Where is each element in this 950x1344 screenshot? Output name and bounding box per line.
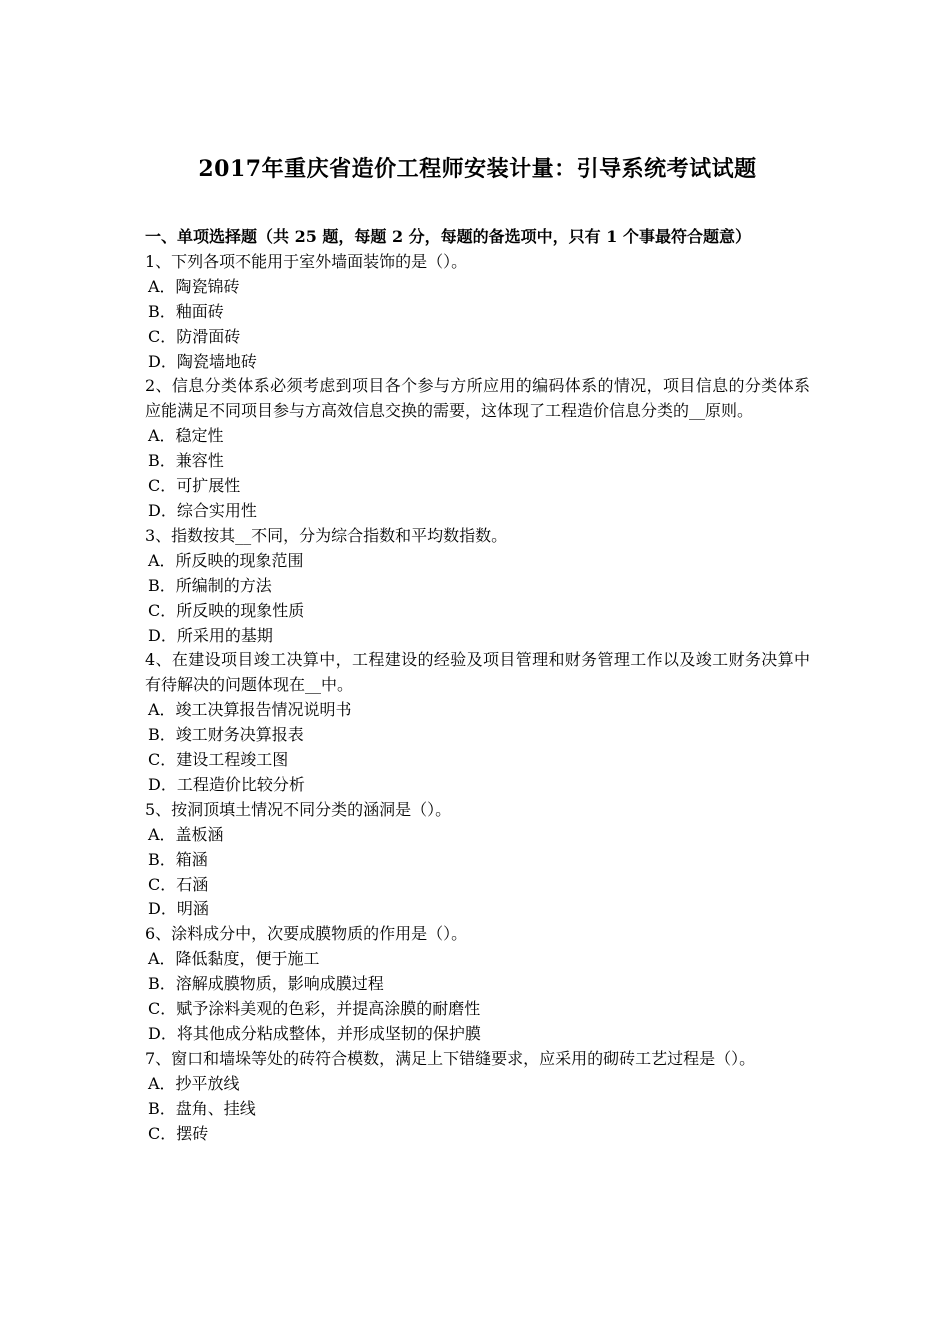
option-b: B．釉面砖 [148,301,224,321]
option-b: B．所编制的方法 [148,575,272,595]
option-b: B．盘角、挂线 [148,1098,256,1118]
option-d: D．工程造价比较分析 [148,774,305,794]
option-c: C．防滑面砖 [148,326,241,346]
document-title: 2017年重庆省造价工程师安装计量：引导系统考试试题 [198,156,757,182]
option-d: D．所采用的基期 [148,625,273,645]
question-7 [145,1047,810,1147]
question-stem: 7、窗口和墙垛等处的砖符合模数，满足上下错缝要求，应采用的砌砖工艺过程是（）。 [145,1048,756,1068]
option-c: C．建设工程竣工图 [148,750,289,770]
question-stem: 2、信息分类体系必须考虑到项目各个参与方所应用的编码体系的情况，项目信息的分类体系应能满足不同项目参与方高效信息交换的需要，这体现了工程造价信息分类的__原则。 [145,376,810,421]
question-2 [145,374,810,523]
option-a: A．抄平放线 [148,1073,240,1093]
option-c: C．赋予涂料美观的色彩，并提高涂膜的耐磨性 [148,999,481,1019]
option-d: D．明涵 [148,899,209,919]
option-b: B．溶解成膜物质，影响成膜过程 [148,974,384,994]
option-a: A．竣工决算报告情况说明书 [148,700,352,720]
option-c: C．所反映的现象性质 [148,600,305,620]
question-6 [145,922,810,1047]
option-b: B．竣工财务决算报表 [148,725,304,745]
question-stem: 3、指数按其__不同，分为综合指数和平均数指数。 [145,525,508,545]
option-c: C．摆砖 [148,1123,209,1143]
section-heading: 一、单项选择题（共 25 题，每题 2 分，每题的备选项中，只有 1 个事最符合题意） [145,227,751,246]
question-4 [145,648,810,797]
option-b: B．箱涵 [148,849,208,869]
option-b: B．兼容性 [148,451,224,471]
option-d: D．综合实用性 [148,500,257,520]
option-c: C．石涵 [148,874,209,894]
document-content [145,225,810,1147]
question-stem: 4、在建设项目竣工决算中，工程建设的经验及项目管理和财务管理工作以及竣工财务决算中有待解决的问题体现在__中。 [145,650,810,695]
option-a: A．所反映的现象范围 [148,550,304,570]
question-5 [145,798,810,923]
question-stem: 1、下列各项不能用于室外墙面装饰的是（）。 [145,251,468,271]
option-a: A．陶瓷锦砖 [148,276,240,296]
option-c: C．可扩展性 [148,476,241,496]
question-3 [145,524,810,649]
option-d: D．将其他成分粘成整体，并形成坚韧的保护膜 [148,1024,481,1043]
question-stem: 6、涂料成分中，次要成膜物质的作用是（）。 [145,924,468,944]
question-1 [145,250,810,375]
option-a: A．降低黏度，便于施工 [148,949,320,969]
option-d: D．陶瓷墙地砖 [148,351,257,371]
option-a: A．盖板涵 [148,824,224,844]
question-stem: 5、按洞顶填土情况不同分类的涵洞是（）。 [145,799,452,819]
option-a: A．稳定性 [148,426,224,446]
